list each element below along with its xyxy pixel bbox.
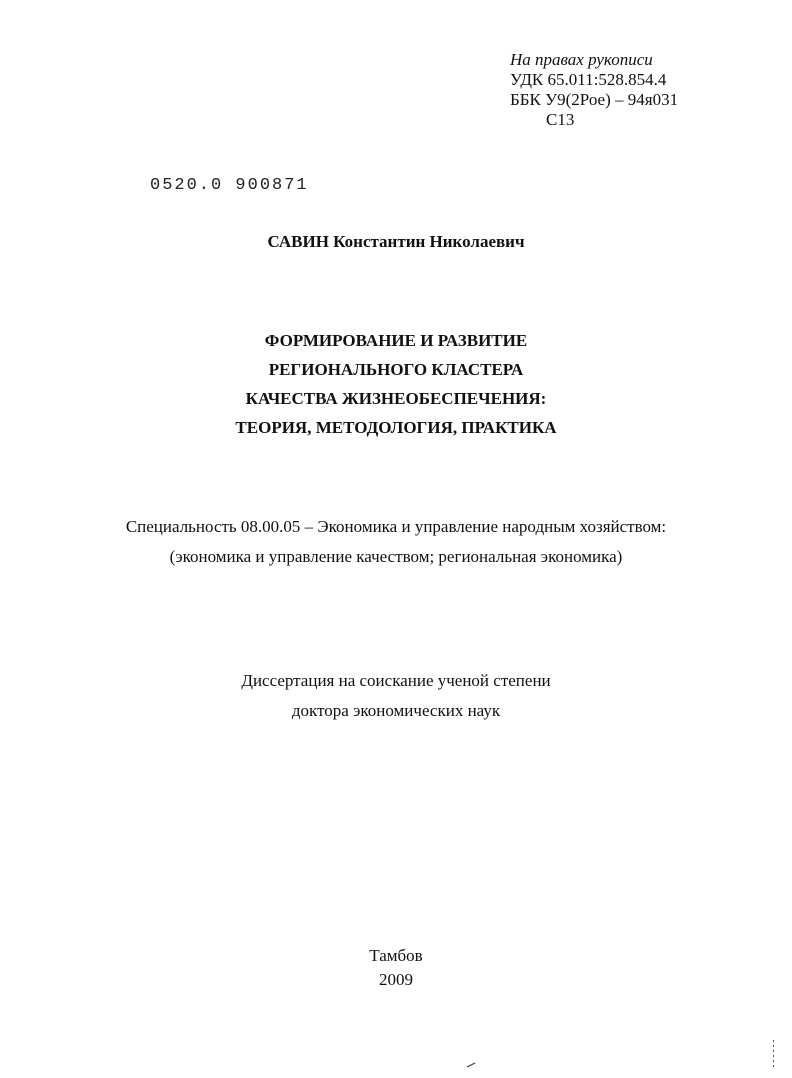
author-name: САВИН Константин Николаевич [267, 232, 525, 251]
specialty-block [0, 512, 792, 572]
title-line: РЕГИОНАЛЬНОГО КЛАСТЕРА [268, 360, 524, 379]
degree-line: доктора экономических наук [291, 701, 501, 720]
classification-block [510, 50, 678, 130]
author-mark-code: С13 [546, 110, 575, 129]
degree-line: Диссертация на соискание ученой степени [241, 671, 551, 690]
year: 2009 [379, 970, 413, 989]
scan-edge-mark [772, 1040, 775, 1070]
degree-block [0, 666, 792, 726]
title-line: ТЕОРИЯ, МЕТОДОЛОГИЯ, ПРАКТИКА [235, 418, 557, 437]
bbk-code: ББК У9(2Рое) – 94я031 [510, 90, 679, 109]
manuscript-rights-label: На правах рукописи [510, 50, 653, 69]
city: Тамбов [369, 946, 423, 965]
inventory-stamp-number: 0520.0 900871 [150, 176, 309, 195]
specialty-line: Специальность 08.00.05 – Экономика и управление народным хозяйством: [125, 517, 667, 536]
place-year-block [0, 944, 792, 992]
specialty-subline: (экономика и управление качеством; региональная экономика) [169, 547, 623, 566]
title-line: ФОРМИРОВАНИЕ И РАЗВИТИЕ [264, 331, 528, 350]
dissertation-title [0, 326, 792, 442]
udk-code: УДК 65.011:528.854.4 [510, 70, 667, 89]
title-line: КАЧЕСТВА ЖИЗНЕОБЕСПЕЧЕНИЯ: [245, 389, 547, 408]
scan-speck [466, 1062, 476, 1068]
